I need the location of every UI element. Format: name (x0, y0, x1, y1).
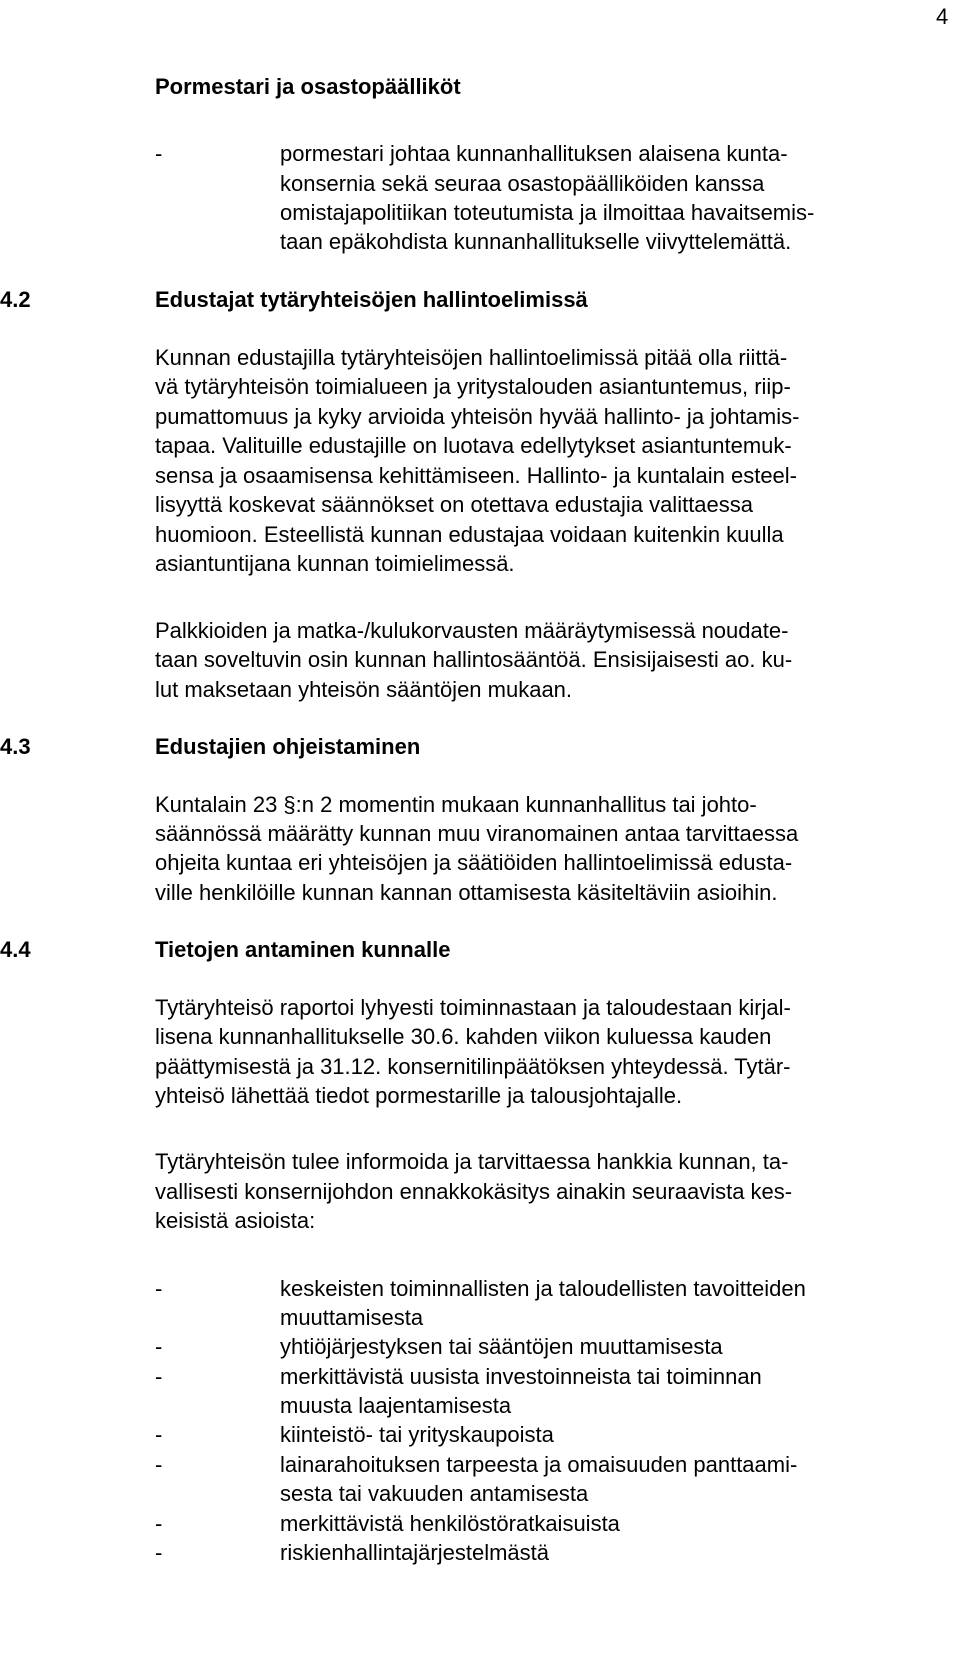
bullet-marker: - (155, 1422, 163, 1447)
section-title: Tietojen antaminen kunnalle (155, 937, 451, 962)
bullet-marker: - (155, 1276, 163, 1301)
paragraph-line: Tytäryhteisö raportoi lyhyesti toiminnastaan ja taloudestaan kirjal- (155, 995, 791, 1020)
paragraph-line: lut maksetaan yhteisön sääntöjen mukaan. (155, 677, 573, 702)
paragraph-line: huomioon. Esteellistä kunnan edustajaa voidaan kuitenkin kuulla (155, 522, 784, 547)
bullet-line: kiinteistö- tai yrityskaupoista (280, 1422, 554, 1447)
paragraph-line: asiantuntijana kunnan toimielimessä. (155, 551, 515, 576)
bullet-line: pormestari johtaa kunnanhallituksen alaisena kunta- (280, 141, 788, 166)
section-title: Edustajat tytäryhteisöjen hallintoelimissä (155, 287, 588, 312)
bullet-marker: - (155, 141, 163, 166)
paragraph-line: yhteisö lähettää tiedot pormestarille ja talousjohtajalle. (155, 1083, 683, 1108)
bullet-line: yhtiöjärjestyksen tai sääntöjen muuttamisesta (280, 1334, 723, 1359)
section-number: 4.4 (0, 937, 31, 962)
section-title: Pormestari ja osastopäälliköt (155, 74, 461, 99)
page-number: 4 (936, 4, 949, 29)
paragraph-line: Kunnan edustajilla tytäryhteisöjen hallintoelimissä pitää olla riittä- (155, 345, 788, 370)
paragraph-line: keisistä asioista: (155, 1208, 316, 1233)
paragraph-line: vallisesti konsernijohdon ennakkokäsitys ainakin seuraavista kes- (155, 1179, 793, 1204)
bullet-line: riskienhallintajärjestelmästä (280, 1540, 550, 1565)
bullet-line: merkittävistä henkilöstöratkaisuista (280, 1511, 620, 1536)
bullet-marker: - (155, 1334, 163, 1359)
bullet-line: taan epäkohdista kunnanhallitukselle viivyttelemättä. (280, 229, 792, 254)
paragraph-line: Tytäryhteisön tulee informoida ja tarvittaessa hankkia kunnan, ta- (155, 1149, 789, 1174)
bullet-line: merkittävistä uusista investoinneista tai toiminnan (280, 1364, 762, 1389)
paragraph-line: pumattomuus ja kyky arvioida yhteisön hyvää hallinto- ja johtamis- (155, 404, 800, 429)
bullet-marker: - (155, 1540, 163, 1565)
paragraph-line: lisena kunnanhallitukselle 30.6. kahden viikon kuluessa kauden (155, 1024, 772, 1049)
paragraph-line: sensa ja osaamisensa kehittämiseen. Hallinto- ja kuntalain esteel- (155, 463, 798, 488)
bullet-line: omistajapolitiikan toteutumista ja ilmoittaa havaitsemis- (280, 200, 815, 225)
paragraph-line: lisyyttä koskevat säännökset on otettava edustajia valittaessa (155, 492, 754, 517)
bullet-marker: - (155, 1364, 163, 1389)
paragraph-line: tapaa. Valituille edustajille on luotava edellytykset asiantuntemuk- (155, 433, 792, 458)
paragraph-line: Kuntalain 23 §:n 2 momentin mukaan kunnanhallitus tai johto- (155, 792, 757, 817)
paragraph-line: vä tytäryhteisön toimialueen ja yritystalouden asiantuntemus, riip- (155, 374, 791, 399)
bullet-line: sesta tai vakuuden antamisesta (280, 1481, 589, 1506)
paragraph-line: Palkkioiden ja matka-/kulukorvausten määräytymisessä noudate- (155, 618, 789, 643)
section-title: Edustajien ohjeistaminen (155, 734, 421, 759)
section-number: 4.3 (0, 734, 31, 759)
bullet-marker: - (155, 1511, 163, 1536)
paragraph-line: säännössä määrätty kunnan muu viranomainen antaa tarvittaessa (155, 821, 799, 846)
paragraph-line: ville henkilöille kunnan kannan ottamisesta käsiteltäviin asioihin. (155, 880, 778, 905)
section-number: 4.2 (0, 287, 31, 312)
bullet-marker: - (155, 1452, 163, 1477)
bullet-line: keskeisten toiminnallisten ja taloudellisten tavoitteiden (280, 1276, 806, 1301)
paragraph-line: päättymisestä ja 31.12. konsernitilinpäätöksen yhteydessä. Tytär- (155, 1054, 791, 1079)
bullet-line: muusta laajentamisesta (280, 1393, 512, 1418)
bullet-line: lainarahoituksen tarpeesta ja omaisuuden panttaami- (280, 1452, 798, 1477)
bullet-line: konsernia sekä seuraa osastopäälliköiden kanssa (280, 171, 765, 196)
bullet-line: muuttamisesta (280, 1305, 424, 1330)
paragraph-line: taan soveltuvin osin kunnan hallintosääntöä. Ensisijaisesti ao. ku- (155, 647, 793, 672)
paragraph-line: ohjeita kuntaa eri yhteisöjen ja säätiöiden hallintoelimissä edusta- (155, 850, 793, 875)
